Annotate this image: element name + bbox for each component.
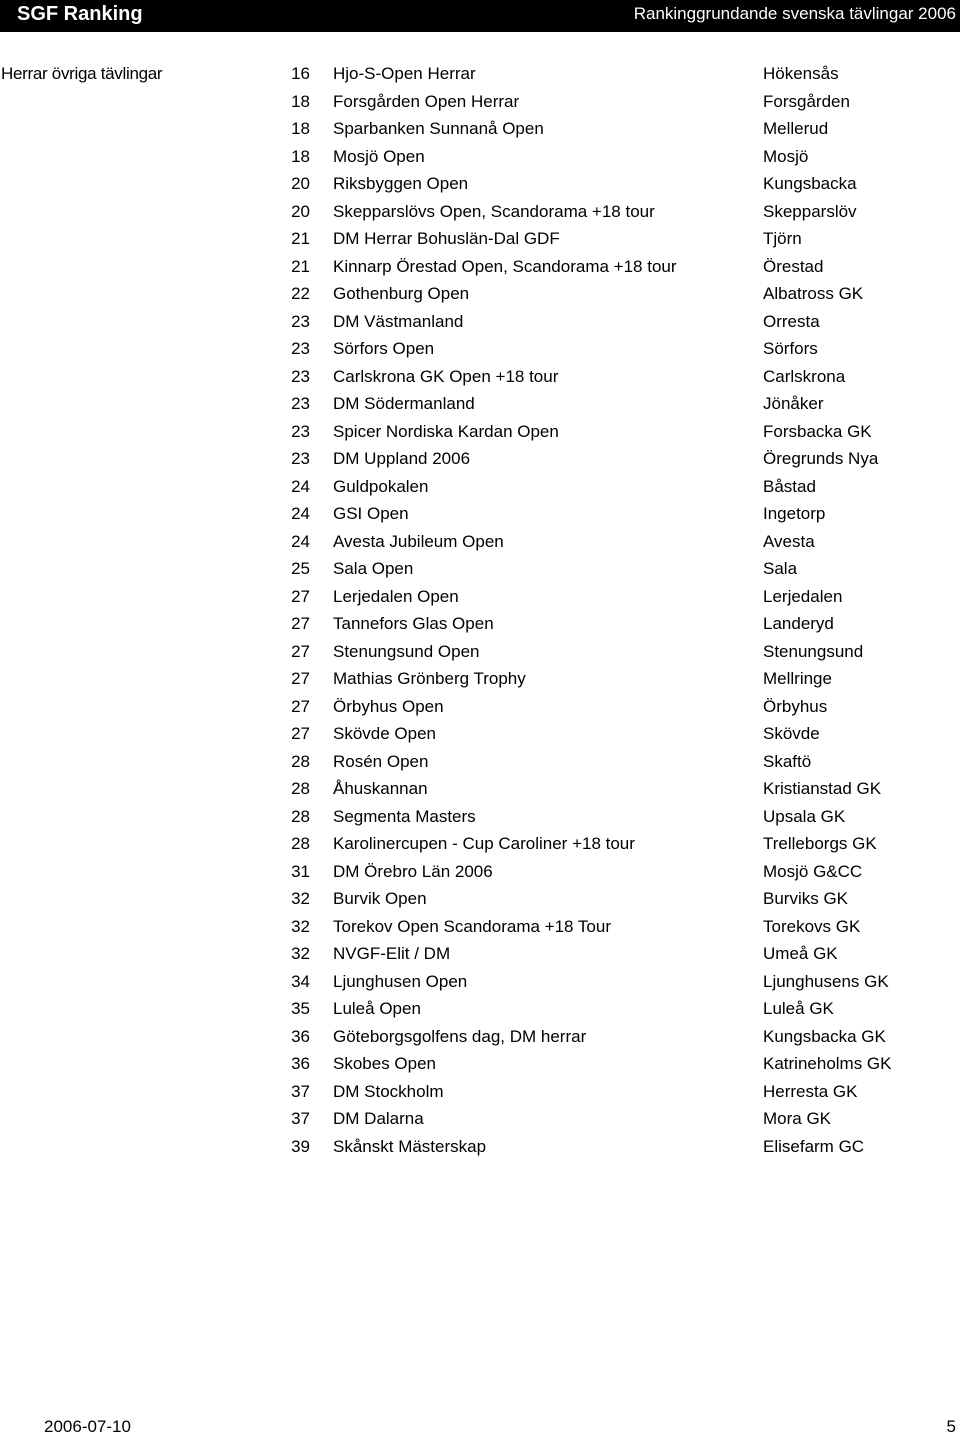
table-row xyxy=(0,1081,960,1109)
row-competition-name: Skövde Open xyxy=(333,724,437,743)
row-competition-name: Mosjö Open xyxy=(333,146,425,166)
row-competition-name: Tannefors Glas Open xyxy=(333,614,494,633)
table-row xyxy=(0,943,960,971)
row-competition-name: DM Uppland 2006 xyxy=(333,449,471,468)
row-day: 24 xyxy=(291,476,310,496)
row-club: Mosjö xyxy=(763,146,809,166)
table-row xyxy=(0,366,960,394)
row-club: Stenungsund xyxy=(763,641,864,661)
row-competition-name: Kinnarp Örestad Open, Scandorama +18 tour xyxy=(333,256,677,276)
row-club: Örestad xyxy=(763,256,824,276)
row-competition-name: Burvik Open xyxy=(333,889,427,908)
table-row xyxy=(0,668,960,696)
row-competition-name: Guldpokalen xyxy=(333,476,429,496)
row-club: Sörfors xyxy=(763,339,818,358)
row-club: Jönåker xyxy=(763,394,824,413)
row-day: 35 xyxy=(291,999,310,1018)
row-competition-name: Åhuskannan xyxy=(333,779,428,798)
row-club: Tjörn xyxy=(763,229,802,248)
section-title: Herrar övriga tävlingar xyxy=(1,64,163,83)
table-row xyxy=(0,751,960,779)
row-competition-name: Skånskt Mästerskap xyxy=(333,1136,487,1156)
row-competition-name: DM Södermanland xyxy=(333,394,475,413)
row-club: Mellerud xyxy=(763,119,829,138)
row-club: Lerjedalen xyxy=(763,586,843,606)
row-day: 21 xyxy=(291,229,310,248)
row-club: Upsala GK xyxy=(763,806,846,826)
row-club: Katrineholms GK xyxy=(763,1054,892,1073)
table-row xyxy=(0,778,960,806)
row-competition-name: Torekov Open Scandorama +18 Tour xyxy=(333,916,611,936)
table-row xyxy=(0,531,960,559)
row-club: Mellringe xyxy=(763,669,832,688)
row-day: 27 xyxy=(291,696,310,716)
row-club: Umeå GK xyxy=(763,944,838,963)
row-competition-name: Stenungsund Open xyxy=(333,641,480,661)
table-row xyxy=(0,338,960,366)
row-club: Kungsbacka xyxy=(763,174,857,193)
row-club: Öregrunds Nya xyxy=(763,449,879,468)
row-day: 18 xyxy=(291,146,310,166)
row-day: 28 xyxy=(291,834,310,853)
row-competition-name: Skepparslövs Open, Scandorama +18 tour xyxy=(333,201,655,221)
table-row xyxy=(0,1053,960,1081)
row-competition-name: Rosén Open xyxy=(333,751,429,771)
row-competition-name: Carlskrona GK Open +18 tour xyxy=(333,366,559,386)
table-row xyxy=(0,173,960,201)
table-row xyxy=(0,91,960,119)
row-club: Mosjö G&CC xyxy=(763,861,863,881)
row-day: 31 xyxy=(291,861,310,881)
row-day: 37 xyxy=(291,1109,310,1128)
row-day: 27 xyxy=(291,641,310,661)
row-competition-name: Örbyhus Open xyxy=(333,696,444,716)
table-row xyxy=(0,558,960,586)
row-competition-name: Hjo-S-Open Herrar xyxy=(333,64,476,83)
row-competition-name: Luleå Open xyxy=(333,999,421,1018)
row-day: 39 xyxy=(291,1136,310,1156)
table-row xyxy=(0,1026,960,1054)
row-club: Kristianstad GK xyxy=(763,779,882,798)
row-club: Elisefarm GC xyxy=(763,1136,865,1156)
table-row xyxy=(0,448,960,476)
table-row xyxy=(0,696,960,724)
row-day: 23 xyxy=(291,394,310,413)
row-competition-name: Karolinercupen - Cup Caroliner +18 tour xyxy=(333,834,635,853)
table-row xyxy=(0,1136,960,1164)
row-club: Skepparslöv xyxy=(763,201,857,221)
table-row xyxy=(0,888,960,916)
row-competition-name: Avesta Jubileum Open xyxy=(333,531,504,551)
footer-date: 2006-07-10 xyxy=(44,1417,131,1436)
row-club: Forsgården xyxy=(763,91,850,111)
table-row xyxy=(0,1108,960,1136)
row-day: 36 xyxy=(291,1026,310,1046)
row-day: 23 xyxy=(291,449,310,468)
row-day: 18 xyxy=(291,119,310,138)
row-club: Skaftö xyxy=(763,751,812,771)
table-row xyxy=(0,476,960,504)
row-competition-name: Riksbyggen Open xyxy=(333,174,469,193)
table-row xyxy=(0,63,960,91)
row-day: 27 xyxy=(291,586,310,606)
table-row xyxy=(0,806,960,834)
row-club: Kungsbacka GK xyxy=(763,1026,886,1046)
row-competition-name: Göteborgsgolfens dag, DM herrar xyxy=(333,1026,587,1046)
row-club: Sala xyxy=(763,559,798,578)
row-day: 34 xyxy=(291,971,310,991)
table-row xyxy=(0,421,960,449)
table-row xyxy=(0,613,960,641)
row-day: 22 xyxy=(291,284,310,303)
table-row xyxy=(0,503,960,531)
row-day: 20 xyxy=(291,174,310,193)
row-club: Båstad xyxy=(763,476,816,496)
table-row xyxy=(0,641,960,669)
row-competition-name: GSI Open xyxy=(333,504,409,523)
row-day: 23 xyxy=(291,311,310,331)
row-competition-name: Gothenburg Open xyxy=(333,284,470,303)
table-row xyxy=(0,311,960,339)
row-club: Torekovs GK xyxy=(763,916,861,936)
row-club: Trelleborgs GK xyxy=(763,834,877,853)
row-competition-name: Lerjedalen Open xyxy=(333,586,459,606)
row-competition-name: Sörfors Open xyxy=(333,339,435,358)
table-row xyxy=(0,201,960,229)
row-club: Avesta xyxy=(763,531,815,551)
row-day: 28 xyxy=(291,779,310,798)
row-competition-name: Mathias Grönberg Trophy xyxy=(333,669,526,688)
row-competition-name: NVGF-Elit / DM xyxy=(333,944,451,963)
row-club: Skövde xyxy=(763,724,820,743)
row-club: Forsbacka GK xyxy=(763,421,872,441)
row-day: 27 xyxy=(291,669,310,688)
row-competition-name: DM Dalarna xyxy=(333,1109,424,1128)
row-club: Orresta xyxy=(763,311,820,331)
row-competition-name: Spicer Nordiska Kardan Open xyxy=(333,421,559,441)
table-row xyxy=(0,861,960,889)
row-club: Landeryd xyxy=(763,614,834,633)
table-row xyxy=(0,146,960,174)
row-club: Ingetorp xyxy=(763,504,826,523)
table-row xyxy=(0,256,960,284)
row-day: 32 xyxy=(291,889,310,908)
table-row xyxy=(0,998,960,1026)
row-competition-name: Skobes Open xyxy=(333,1054,437,1073)
table-row xyxy=(0,228,960,256)
row-club: Örbyhus xyxy=(763,696,828,716)
header-subtitle: Rankinggrundande svenska tävlingar 2006 xyxy=(633,4,956,23)
row-day: 28 xyxy=(291,806,310,826)
row-competition-name: Sala Open xyxy=(333,559,414,578)
table-row xyxy=(0,586,960,614)
row-club: Herresta GK xyxy=(763,1081,858,1101)
row-day: 32 xyxy=(291,916,310,936)
row-day: 24 xyxy=(291,504,310,523)
row-club: Luleå GK xyxy=(763,999,834,1018)
row-day: 18 xyxy=(291,91,310,111)
row-club: Carlskrona xyxy=(763,366,846,386)
row-day: 23 xyxy=(291,366,310,386)
row-club: Hökensås xyxy=(763,64,839,83)
row-day: 25 xyxy=(291,559,310,578)
page-header xyxy=(0,0,960,32)
table-row xyxy=(0,833,960,861)
row-competition-name: Forsgården Open Herrar xyxy=(333,91,520,111)
page-number: 5 xyxy=(946,1417,956,1436)
table-row xyxy=(0,118,960,146)
row-day: 27 xyxy=(291,724,310,743)
row-day: 32 xyxy=(291,944,310,963)
table-row xyxy=(0,916,960,944)
row-day: 27 xyxy=(291,614,310,633)
table-row xyxy=(0,971,960,999)
row-competition-name: DM Herrar Bohuslän-Dal GDF xyxy=(333,229,560,248)
row-competition-name: Segmenta Masters xyxy=(333,806,476,826)
row-day: 20 xyxy=(291,201,310,221)
row-competition-name: DM Västmanland xyxy=(333,311,464,331)
row-competition-name: Ljunghusen Open xyxy=(333,971,468,991)
table-row xyxy=(0,723,960,751)
competition-list xyxy=(0,63,960,1163)
row-competition-name: Sparbanken Sunnanå Open xyxy=(333,119,544,138)
row-day: 36 xyxy=(291,1054,310,1073)
row-day: 37 xyxy=(291,1081,310,1101)
table-row xyxy=(0,393,960,421)
row-competition-name: DM Stockholm xyxy=(333,1081,444,1101)
row-club: Burviks GK xyxy=(763,889,849,908)
row-day: 28 xyxy=(291,751,310,771)
row-club: Ljunghusens GK xyxy=(763,971,889,991)
row-day: 24 xyxy=(291,531,310,551)
row-day: 16 xyxy=(291,64,310,83)
row-competition-name: DM Örebro Län 2006 xyxy=(333,861,493,881)
table-row xyxy=(0,283,960,311)
row-club: Mora GK xyxy=(763,1109,832,1128)
row-day: 21 xyxy=(291,256,310,276)
header-title: SGF Ranking xyxy=(17,3,143,25)
row-club: Albatross GK xyxy=(763,284,864,303)
row-day: 23 xyxy=(291,421,310,441)
row-day: 23 xyxy=(291,339,310,358)
